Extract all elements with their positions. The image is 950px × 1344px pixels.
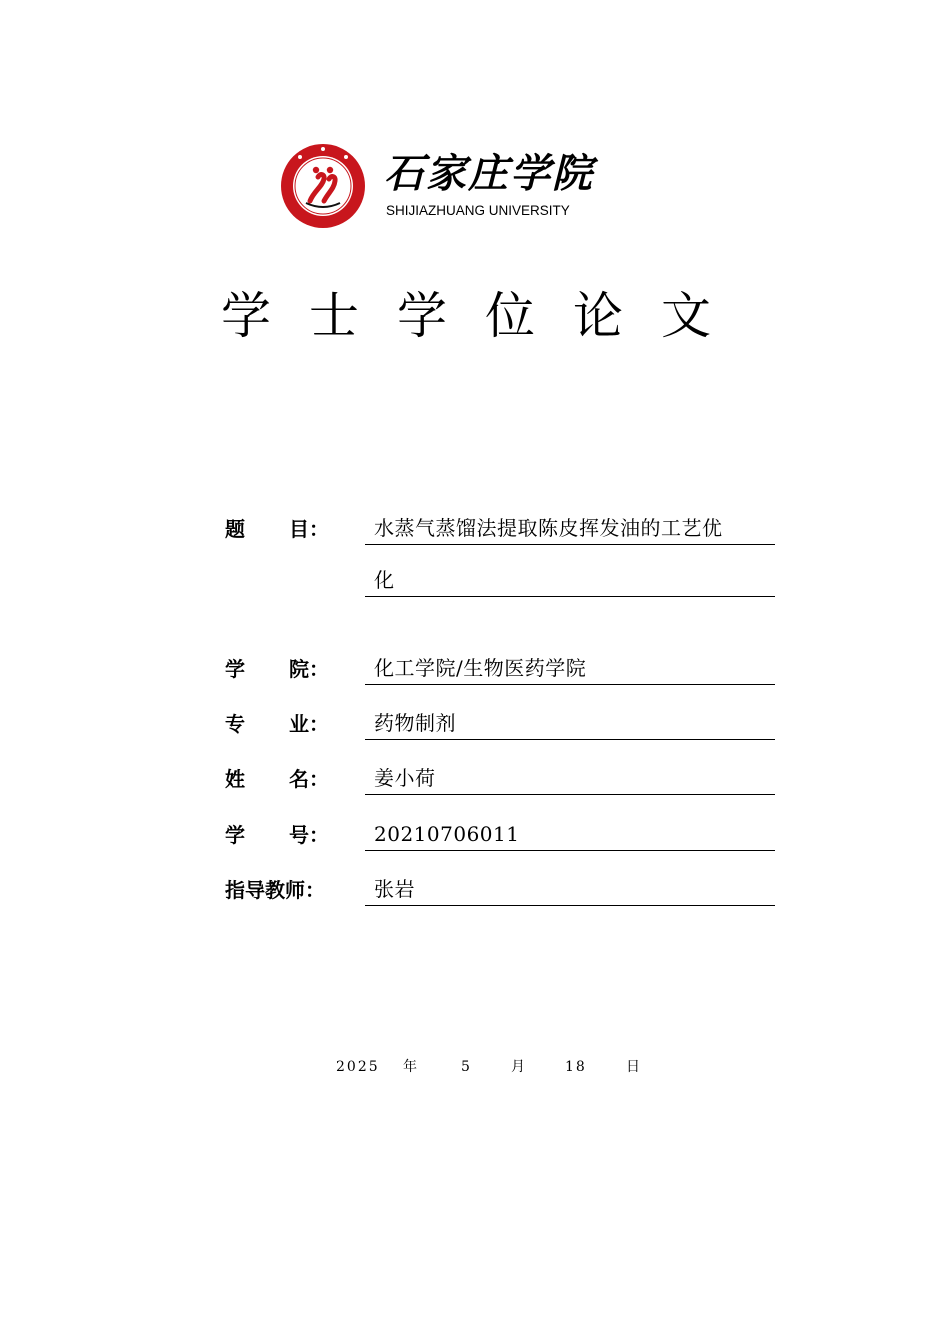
university-name-cn: 石家庄学院 — [384, 150, 594, 197]
date-day: 18 — [565, 1059, 587, 1075]
thesis-title: 学士学位论文 — [221, 287, 749, 345]
university-name-en: SHIJIAZHUANG UNIVERSITY — [386, 203, 570, 218]
date-day-unit: 日 — [626, 1059, 642, 1075]
college-row — [225, 652, 775, 686]
student-id-row — [225, 818, 775, 852]
date-month: 5 — [461, 1059, 472, 1075]
student-id-label: 学 号： — [225, 823, 329, 847]
major-label: 专 业： — [225, 712, 329, 736]
name-label: 姓 名： — [225, 767, 329, 791]
college-value: 化工学院/生物医药学院 — [365, 652, 775, 685]
college-label: 学 院： — [225, 657, 329, 681]
major-value: 药物制剂 — [365, 707, 775, 740]
submission-date — [0, 1055, 950, 1079]
topic-value-line2: 化 — [365, 564, 775, 597]
student-id-value: 20210706011 — [365, 818, 775, 851]
topic-row-continued — [225, 564, 775, 598]
topic-label: 题 目： — [225, 517, 329, 541]
major-row — [225, 707, 775, 741]
advisor-label: 指导教师： — [225, 878, 325, 902]
advisor-row — [225, 873, 775, 907]
name-value: 姜小荷 — [365, 762, 775, 795]
topic-row — [225, 512, 775, 546]
date-month-unit: 月 — [511, 1059, 527, 1075]
date-year: 2025 — [336, 1059, 380, 1075]
university-logo — [280, 140, 625, 232]
date-year-unit: 年 — [403, 1059, 419, 1075]
university-seal-icon — [280, 143, 366, 229]
advisor-value: 张岩 — [365, 873, 775, 906]
topic-value-line1: 水蒸气蒸馏法提取陈皮挥发油的工艺优 — [365, 512, 775, 545]
name-row — [225, 762, 775, 796]
